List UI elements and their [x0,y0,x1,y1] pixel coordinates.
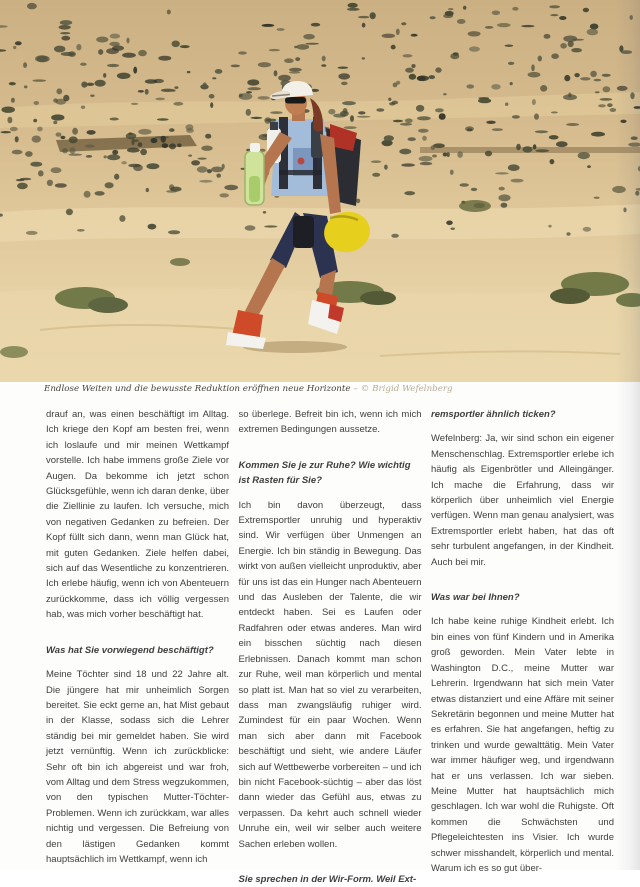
interview-question: Sie sprechen in der Wir-Form. Weil Ext- [239,872,422,887]
article-paragraph: Meine Töchter sind 18 und 22 Jahre alt. Die jüngere hat mir unheimlich Sorgen bereitet. Sie eckt gerne an, hat Mist gebaut in der Klasse, sodass sich die Lehrer ständig bei mir gemeldet haben. Sie wird jetzt vernünftig. Wenn ich zurückblicke: Sehr oft bin ich abgereist und war froh, vom Alltag und dem Stress wegzukommen, von den typischen Mutter-Töchter-Problemen. Wenn ich zurückkam, war alles nichtig und vergessen. Die Befreiung von den lästigen Gedanken kommt hauptsächlich im Wettkampf, wenn ich [46,667,229,867]
caption-credit: – © Brigid Wefelnberg [354,384,453,394]
article-column-2 [239,407,422,870]
caption-text: Endlose Weiten und die bewusste Reduktion eröffnen neue Horizonte [44,384,351,394]
interview-question: Was hat Sie vorwiegend beschäftigt? [46,643,229,658]
hero-photo [0,0,640,382]
article-column-1 [46,407,229,870]
photo-caption [44,384,624,395]
article-paragraph: so überlege. Befreit bin ich, wenn ich mich extremen Bedingungen aussetze. [239,407,422,438]
interview-question: remsportler ähnlich ticken? [431,407,614,422]
article-paragraph: drauf an, was einen beschäftigt im Alltag. Ich kriege den Kopf am besten frei, wenn ich loslaufe und mir meinen Wettkampf vorstelle. Ich habe immens große Ziele vor Augen. Da bekomme ich jetzt schon Glücksgefühle, wenn ich daran denke, über die Ziellinie zu laufen. Ich versuche, mich von negativen Gedanken zu befreien. Der Kopf füllt sich dann, wenn man Glück hat, mit guten Gedanken. Ziele helfen dabei, sich auf das Wesentliche zu konzentrieren. Ich erlebe häufig, wenn ich von Abenteuern zurückkomme, dass ich völlig vergessen hab, was mich vorher beschäftigt hat. [46,407,229,623]
sunglasses [285,97,306,104]
article-column-3 [431,407,614,870]
article-paragraph: Wefelnberg: Ja, wir sind schon ein eigener Menschenschlag. Extremsportler erlebe ich häufig als Eigenbrötler und Alleingänger. Ich mache die Erfahrung, dass wir körperlich über unheimlich viel Energie verfügen. Wenn man genau analysiert, was Extremsportler erlebt haben, hat das oft sehr turbulent angefangen, in der Kindheit. Auch bei mir. [431,431,614,570]
interview-question: Was war bei Ihnen? [431,590,614,605]
interview-question: Kommen Sie je zur Ruhe? Wie wichtig ist Rasten für Sie? [239,458,422,489]
article-paragraph: Ich bin davon überzeugt, dass Extremsportler unruhig und hyperaktiv sind. Wir verfügen über Unmengen an Energie. Ich bin ständig in Bewegung. Das wirkt von außen vielleicht unproduktiv, aber für uns ist das ein Hunger nach Abenteuern und das Ausleben der Talente, die wir entdeckt haben. Sei es Laufen oder Radfahren oder etwas anderes. Man wird ein bisschen süchtig nach diesen Erlebnissen. Danach kommt man schon zur Ruhe, weil man körperlich und mental so platt ist. Man hat so viel zu verarbeiten, dass man zwangsläufig ruhiger wird. Zumindest für ein paar Wochen. Wenn man sich aber dann mit Facebook beschäftigt und sieht, wie andere Läufer sich auf Wettbewerbe vorbereiten – und ich bin nicht Facebook-süchtig – aber das löst dann wieder das Gefühl aus, etwas zu verpassen. Da kehrt auch schnell wieder Unruhe ein, weil wir selber auch weitere Sachen erleben wollen. [239,498,422,852]
water-bottle-green [245,143,264,205]
desert-scene [0,0,640,382]
article-columns [46,407,614,870]
waist-pouch [293,216,314,248]
article-paragraph: Ich habe keine ruhige Kindheit erlebt. Ich bin eines von fünf Kindern und in Amerika groß geworden. Mein Vater lebte in Washington D.C., meine Mutter war Lehrerin. Irgendwann hat sich mein Vater etwas distanziert und eine Affäre mit seiner Sekretärin begonnen und meine Mutter hat es erfahren. Sie hat angefangen, heftig zu trinken und wurde gewalttätig. Mein Vater war immer häufiger weg, und irgendwann hat er uns verlassen. Ich war sieben. Meine Mutter hat hauptsächlich mich geschlagen. Ich war wohl die Ruhigste. Oft kommen die Schwächsten und Pflegeleichtesten ins Visier. Ich wurde schwer misshandelt, körperlich und mental. Warum ich es so gut über- [431,614,614,876]
